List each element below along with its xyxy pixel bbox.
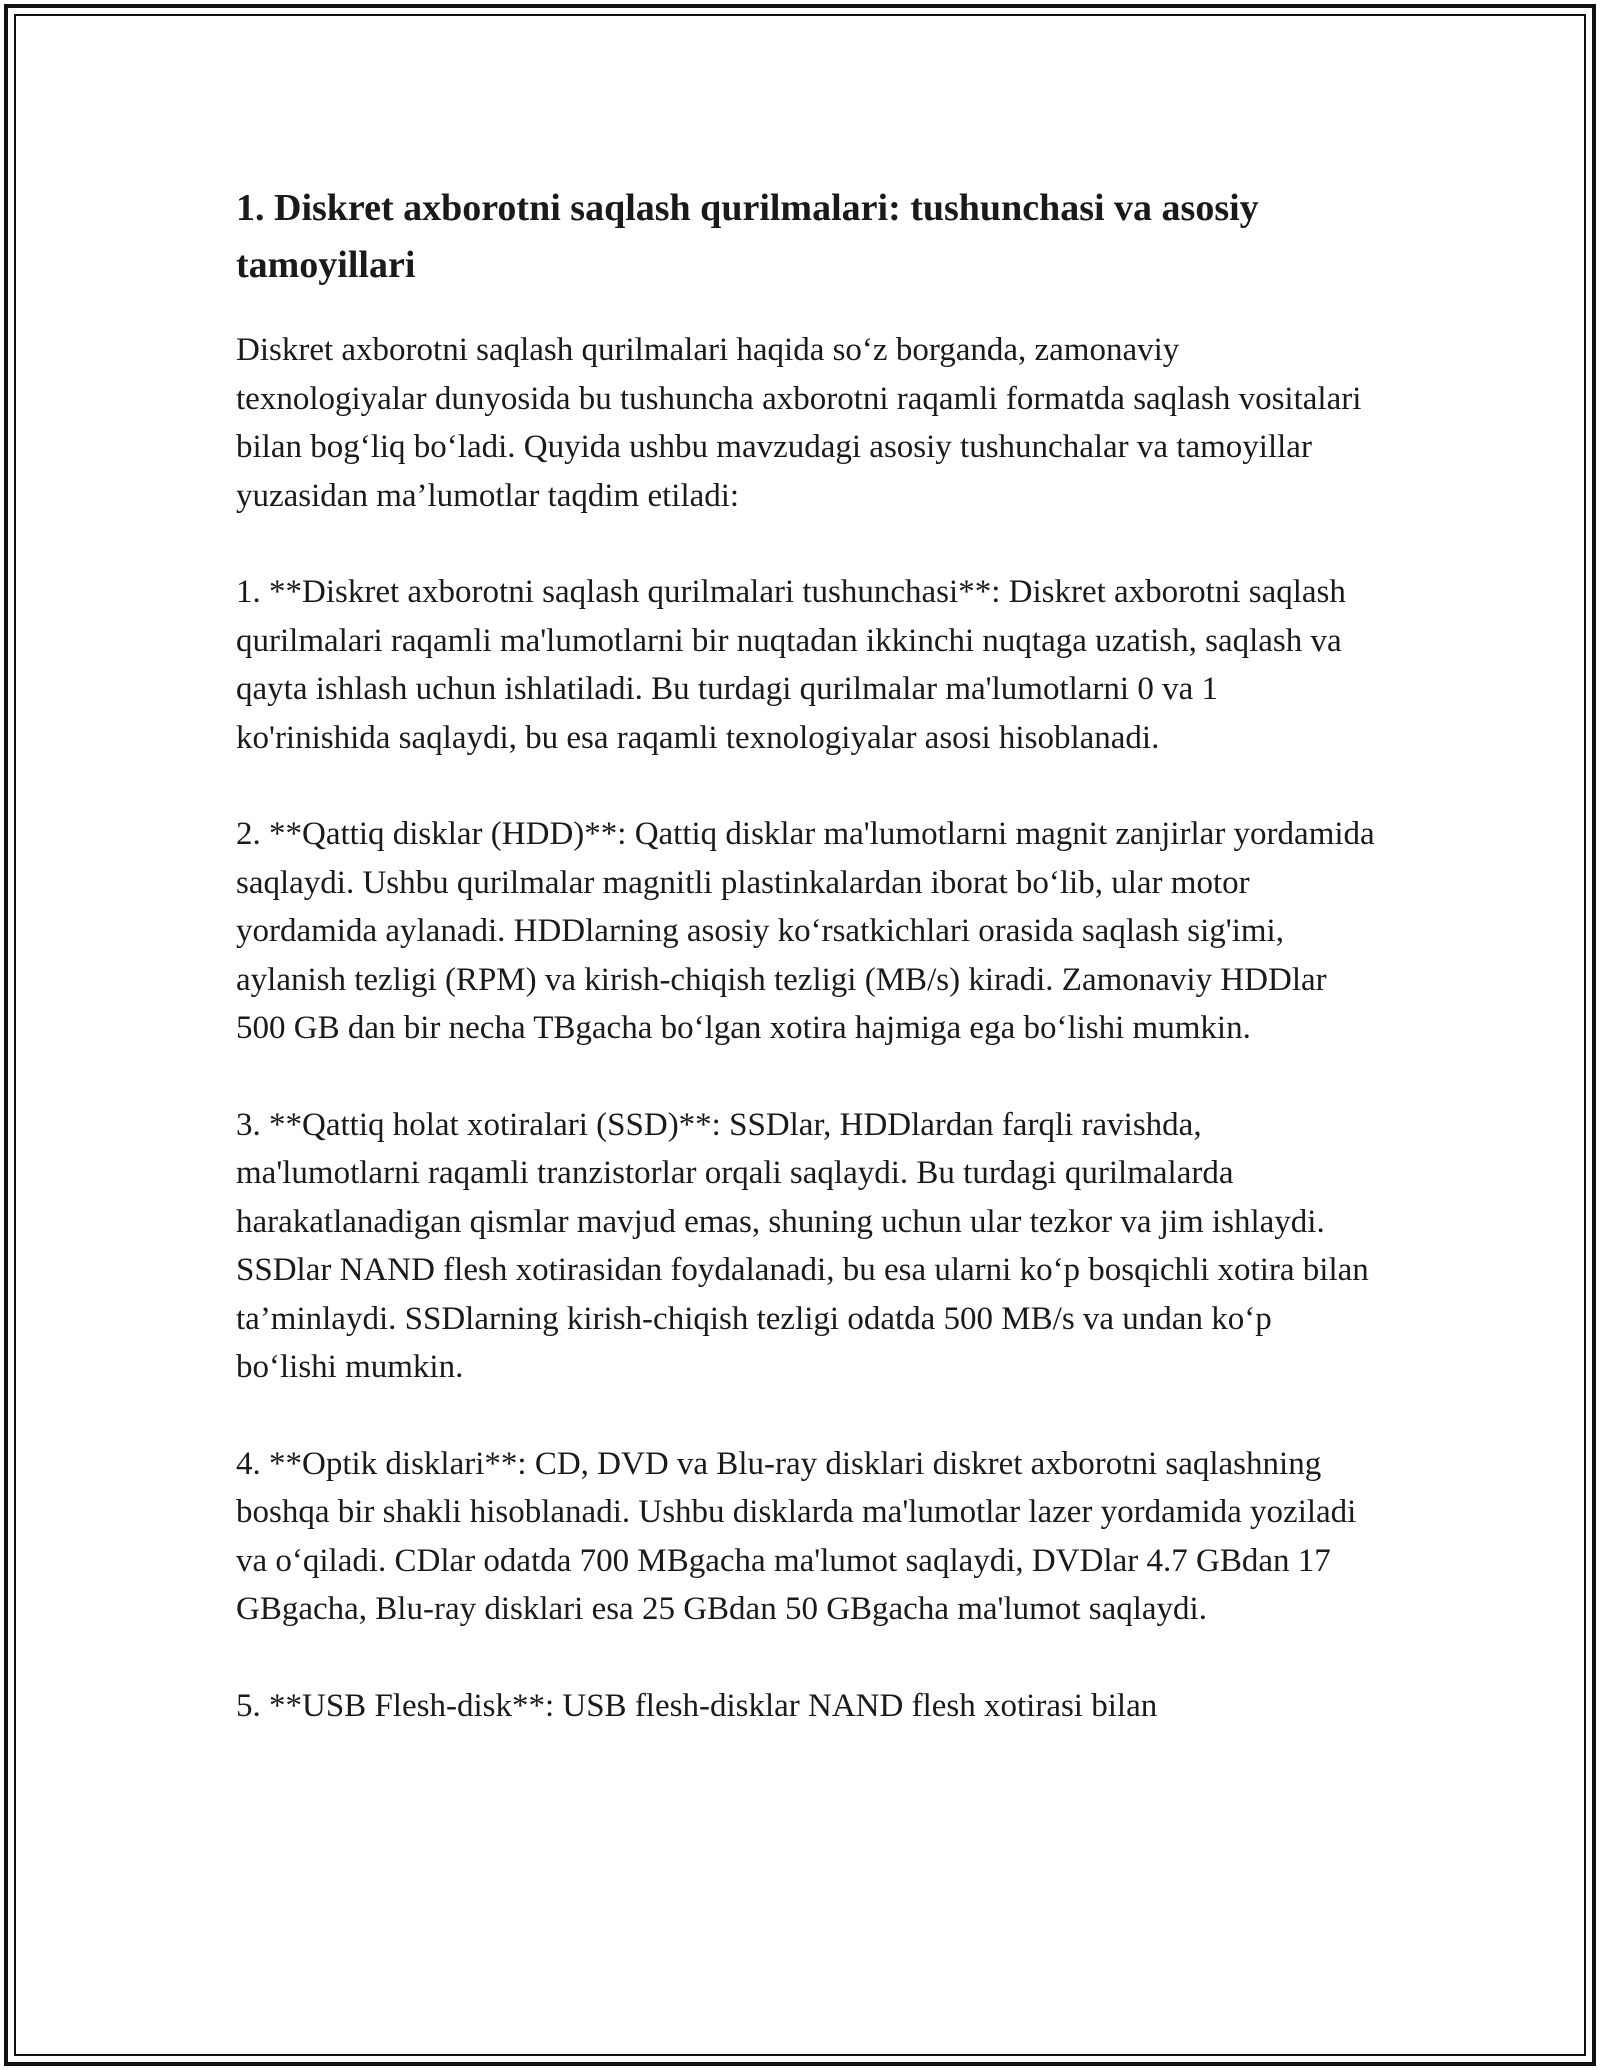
intro-paragraph: Diskret axborotni saqlash qurilmalari haqida so‘z borganda, zamonaviy texnologiyalar dunyosida bu tushuncha axborotni raqamli formatda saqlash vositalari bilan bog‘liq bo‘ladi. Quyida ushbu mavzudagi asosiy tushunchalar va tamoyillar yuzasidan ma’lumotlar taqdim etiladi:: [236, 332, 1362, 514]
section-heading: 1. Diskret axborotni saqlash qurilmalari: tushunchasi va asosiy tamoyillari: [236, 187, 1259, 286]
list-item-optical-disks: 4. **Optik disklari**: CD, DVD va Blu-ray disklari diskret axborotni saqlashning boshqa bir shakli hisoblanadi. Ushbu disklarda ma'lumotlar lazer yordamida yoziladi va o‘qiladi. CDlar odatda 700 MBgacha ma'lumot saqlaydi, DVDlar 4.7 GBdan 17 GBgacha, Blu-ray disklari esa 25 GBdan 50 GBgacha ma'lumot saqlaydi.: [236, 1445, 1357, 1627]
document-body: [236, 180, 1376, 1778]
list-item-hdd: 2. **Qattiq disklar (HDD)**: Qattiq disklar ma'lumotlarni magnit zanjirlar yordamida saqlaydi. Ushbu qurilmalar magnitli plastinkalardan iborat bo‘lib, ular motor yordamida aylanadi. HDDlarning asosiy ko‘rsatkichlari orasida saqlash sig'imi, aylanish tezligi (RPM) va kirish-chiqish tezligi (MB/s) kiradi. Zamonaviy HDDlar 500 GB dan bir necha TBgacha bo‘lgan xotira hajmiga ega bo‘lishi mumkin.: [236, 816, 1375, 1046]
list-item-ssd: 3. **Qattiq holat xotiralari (SSD)**: SSDlar, HDDlardan farqli ravishda, ma'lumotlarni raqamli tranzistorlar orqali saqlaydi. Bu turdagi qurilmalarda harakatlanadigan qismlar mavjud emas, shuning uchun ular tezkor va jim ishlaydi. SSDlar NAND flesh xotirasidan foydalanadi, bu esa ularni ko‘p bosqichli xotira bilan ta’minlaydi. SSDlarning kirish-chiqish tezligi odatda 500 MB/s va undan ko‘p bo‘lishi mumkin.: [236, 1106, 1369, 1385]
list-item-usb-flash: 5. **USB Flesh-disk**: USB flesh-disklar NAND flesh xotirasi bilan: [236, 1687, 1158, 1724]
list-item-discrete-storage: 1. **Diskret axborotni saqlash qurilmalari tushunchasi**: Diskret axborotni saqlash qurilmalari raqamli ma'lumotlarni bir nuqtadan ikkinchi nuqtaga uzatish, saqlash va qayta ishlash uchun ishlatiladi. Bu turdagi qurilmalar ma'lumotlarni 0 va 1 ko'rinishida saqlaydi, bu esa raqamli texnologiyalar asosi hisoblanadi.: [236, 574, 1346, 756]
